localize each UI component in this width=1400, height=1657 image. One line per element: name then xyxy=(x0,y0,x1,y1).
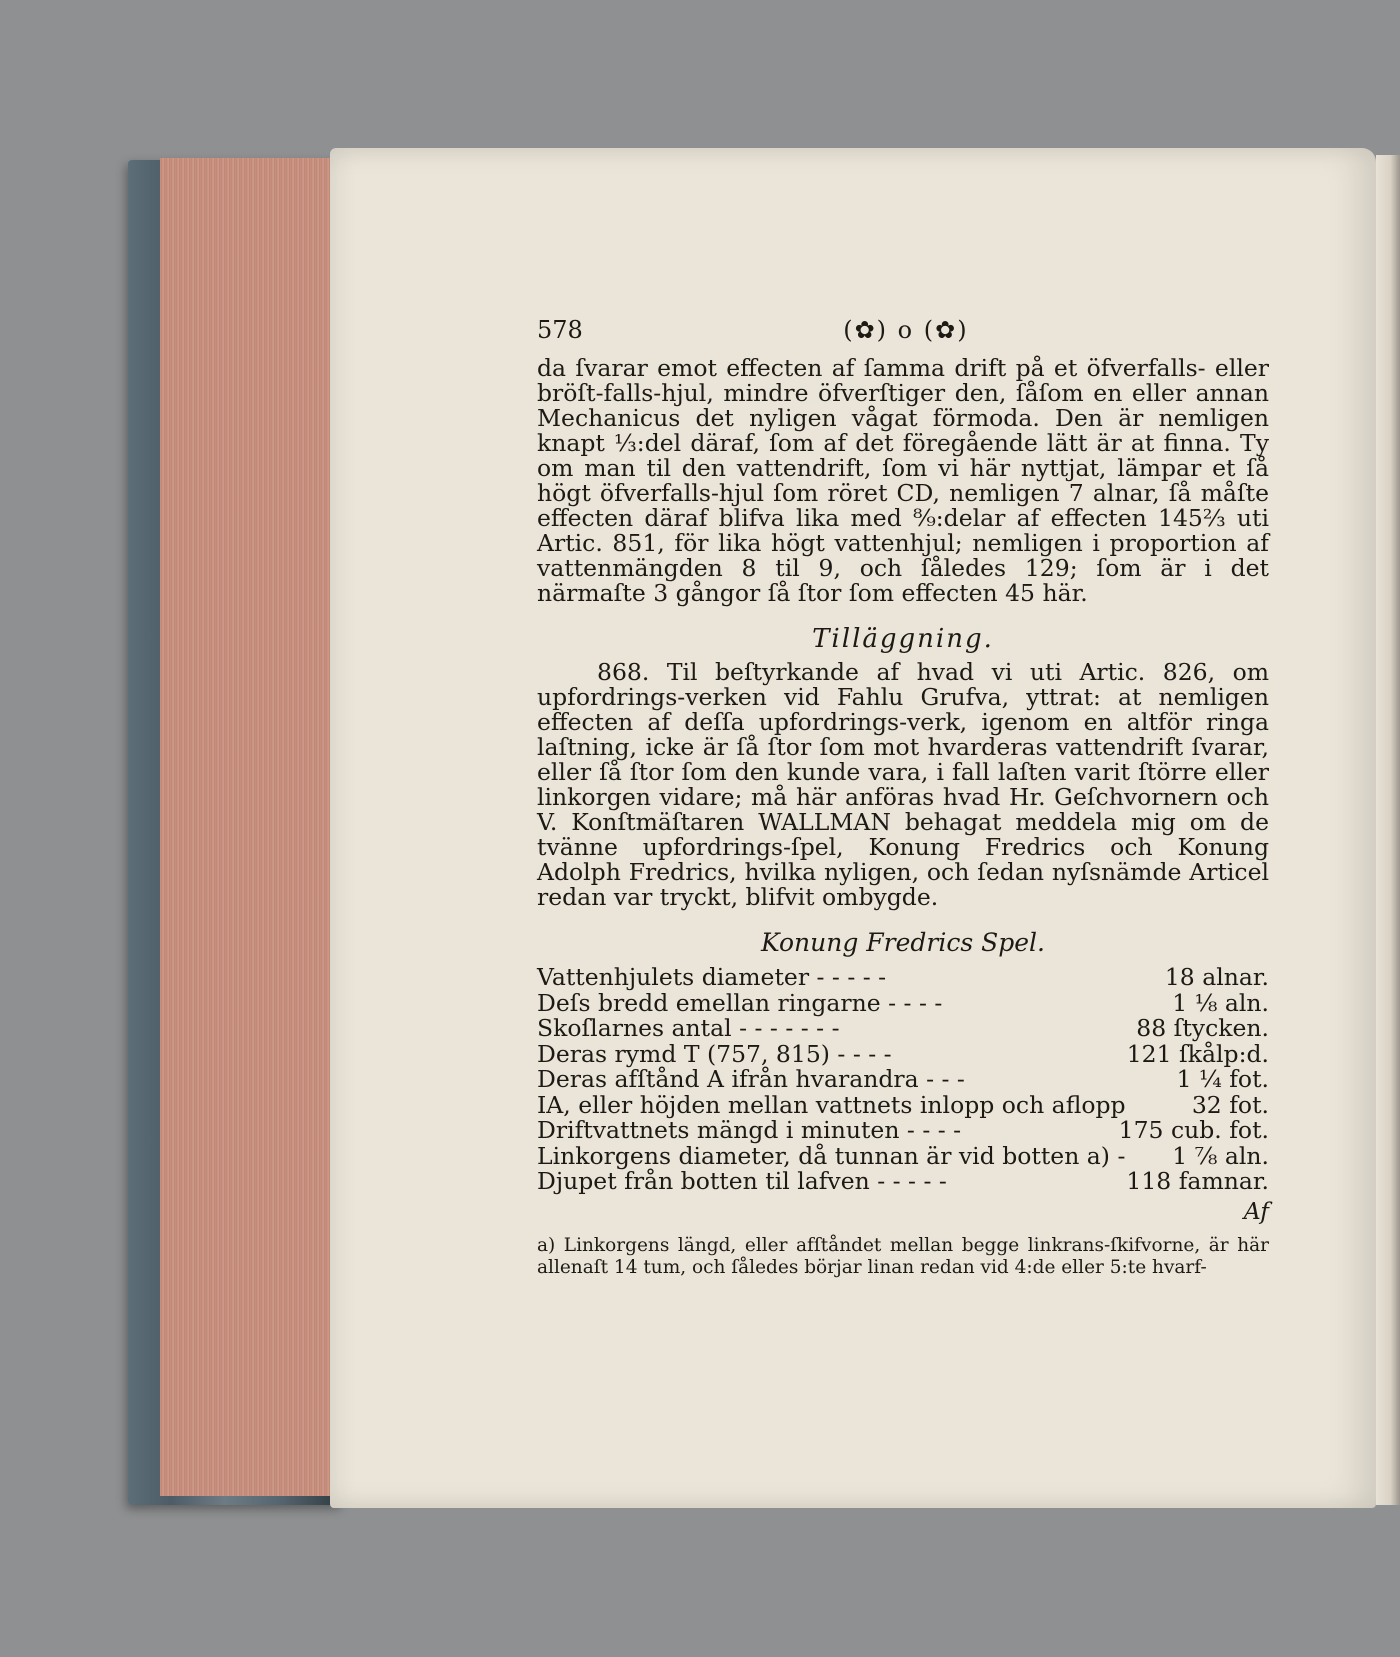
paragraph-2: 868. Til beſtyrkande af hvad vi uti Artic. 826, om upfordrings-verken vid Fahlu Grufva, yttrat: at nemligen effecten af deſſa upfordrings-verk, igenom en altför ringa laſtning, icke är ſå ſtor ſom mot hvarderas vattendrift ſvarar, eller ſå ſtor ſom den kunde vara, i fall laſten varit ſtörre eller linkorgen vidare; må här anföras hvad Hr. Geſchvornern och V. Konſtmäſtaren WALLMAN behagat meddela mig om de tvänne upfordrings-ſpel, Konung Fredrics och Konung Adolph Fredrics, hvilka nyligen, och ſedan nyſsnämde Articel redan var tryckt, blifvit ombygde. xyxy=(537,658,1269,911)
page-text xyxy=(537,310,1269,1297)
spec-label: Skoſlarnes antal - - - - - - - xyxy=(537,1014,840,1042)
spec-value: 88 ſtycken. xyxy=(1136,1014,1269,1042)
spec-row xyxy=(537,1067,1269,1093)
spec-label: Vattenhjulets diameter - - - - - xyxy=(537,963,887,991)
spec-value: 118 famnar. xyxy=(1126,1167,1269,1195)
running-head xyxy=(537,310,1269,350)
spec-value: 1 ⅛ aln. xyxy=(1172,988,1269,1017)
spec-value: 175 cub. fot. xyxy=(1118,1116,1269,1144)
facing-page-edge xyxy=(1376,155,1400,1505)
spec-row xyxy=(537,965,1269,991)
spec-row xyxy=(537,1039,1269,1068)
page-edges xyxy=(160,158,345,1496)
spec-value: 18 alnar. xyxy=(1164,963,1269,991)
spec-value: 32 fot. xyxy=(1191,1090,1269,1119)
spec-label: Deras rymd T (757, 815) - - - - xyxy=(537,1039,892,1068)
spec-label: Linkorgens diameter, då tunnan är vid botten a) - xyxy=(537,1141,1126,1170)
spec-row xyxy=(537,1169,1269,1195)
spec-value: 121 ſkålp:d. xyxy=(1126,1039,1269,1068)
page-number: 578 xyxy=(537,316,583,344)
spec-label: IA, eller höjden mellan vattnets inlopp och aflopp xyxy=(537,1090,1126,1119)
spec-row xyxy=(537,1141,1269,1170)
spec-row xyxy=(537,1016,1269,1042)
spec-label: Djupet från botten til lafven - - - - - xyxy=(537,1167,947,1195)
spec-table xyxy=(537,965,1269,1195)
catchword: Af xyxy=(1243,1196,1269,1225)
spec-row xyxy=(537,1118,1269,1144)
spec-label: Deſs bredd emellan ringarne - - - - xyxy=(537,988,943,1017)
paragraph-1: da ſvarar emot effecten af ſamma drift på et öfverfalls- eller bröſt-falls-hjul, mindre öfverſtiger den, ſåſom en eller annan Mechanicus det nyligen vågat förmoda. Den är nemligen knapt ⅓:del däraf, ſom af det föregående lätt är at finna. Ty om man til den vattendrift, ſom vi här nyttjat, lämpar et ſå högt öfverfalls-hjul ſom röret CD, nemligen 7 alnar, ſå måſte effecten däraf blifva lika med ⁸⁄₉:delar af effecten 145⅔ uti Artic. 851, för lika högt vattenhjul; nemligen i proportion af vattenmängden 8 til 9, och ſåledes 129; ſom är i det närmaſte 3 gångor ſå ſtor ſom effecten 45 här. xyxy=(537,354,1269,607)
spec-value: 1 ⅞ aln. xyxy=(1172,1141,1269,1170)
spec-value: 1 ¼ fot. xyxy=(1176,1065,1269,1093)
header-ornament: (✿) o (✿) xyxy=(843,316,969,344)
table-heading: Konung Fredrics Spel. xyxy=(761,928,1045,957)
footnote: a) Linkorgens längd, eller afſtåndet mellan begge linkrans-ſkifvorne, är här allenaſt 14 tum, och ſåledes börjar linan redan vid 4:de eller 5:te hvarf- xyxy=(537,1234,1269,1278)
spec-row xyxy=(537,1090,1269,1119)
spec-label: Driftvattnets mängd i minuten - - - - xyxy=(537,1116,962,1144)
spec-row xyxy=(537,988,1269,1017)
spec-label: Deras afſtånd A ifrån hvarandra - - - xyxy=(537,1065,965,1093)
section-heading: Tilläggning. xyxy=(812,624,994,654)
